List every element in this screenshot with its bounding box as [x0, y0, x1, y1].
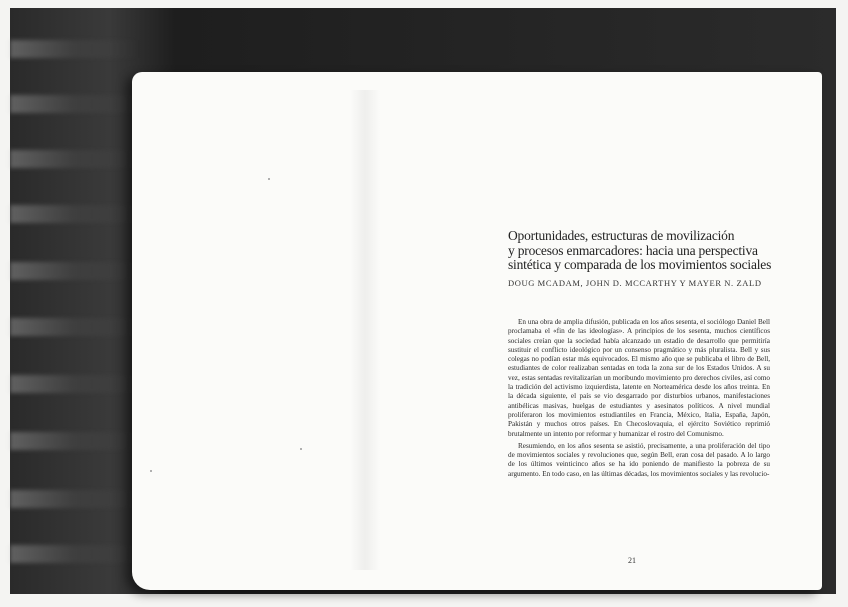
scan-artifact: [10, 95, 140, 113]
article-title: [508, 229, 778, 273]
scan-artifact: [10, 262, 140, 280]
scan-artifact: [10, 375, 140, 393]
scan-artifact: [10, 205, 140, 223]
scan-artifact: [10, 150, 140, 168]
scan-artifact: [10, 318, 140, 336]
scan-artifact: [10, 40, 140, 58]
scan-artifact: [10, 545, 140, 563]
scan-speck: [268, 178, 270, 180]
article-body: [508, 318, 770, 479]
paragraph: En una obra de amplia difusión, publicada en los años sesenta, el sociólogo Daniel Bell proclamaba el «fin de las ideologías». A principios de los sesenta, muchos científicos sociales creían que la sociedad había alcanzado un estadio de desarrollo que permitiría sustituir el conflicto ideológico por un consenso pragmático y más pluralista. Bell y sus colegas no podían estar más equivocados. El mismo año que se publicaba el libro de Bell, estudiantes de color realizaban sentadas en toda la zona sur de los Estados Unidos. A su vez, estas sentadas revitalizarían un moribundo movimiento pro derechos civiles, así como la tradición del activismo izquierdista, latente en Norteamérica desde los años treinta. En la década siguiente, el país se vio desgarrado por disturbios urbanos, manifestaciones antibélicas masivas, huelgas de estudiantes y asesinatos políticos. A nivel mundial proliferaron los movimientos estudiantiles en Francia, México, Italia, España, Japón, Pakistán y muchos otros países. En Checoslovaquia, el ejército Soviético reprimió brutalmente un intento por reformar y humanizar el rostro del Comunismo.: [508, 318, 770, 438]
title-line: sintética y comparada de los movimientos sociales: [508, 257, 772, 272]
paragraph: Resumiendo, en los años sesenta se asistió, precisamente, a una proliferación del tipo de movimientos sociales y revoluciones que, según Bell, eran cosa del pasado. A lo largo de los últimos veinticinco años se ha ido poniendo de manifiesto la pobreza de su argumento. En todo caso, en las últimas décadas, los movimientos sociales y las revolucio-: [508, 441, 770, 478]
page-number: 21: [628, 556, 636, 565]
title-line: y procesos enmarcadores: hacia una perspectiva: [508, 242, 758, 258]
scan-speck: [150, 470, 152, 472]
page-shading: [350, 90, 380, 570]
scan-artifact: [10, 490, 140, 508]
scan-artifact: [10, 432, 140, 450]
title-line: Oportunidades, estructuras de movilización: [508, 228, 735, 243]
article-authors: DOUG MCADAM, JOHN D. MCCARTHY Y MAYER N. ZALD: [508, 278, 762, 288]
scan-speck: [300, 448, 302, 450]
